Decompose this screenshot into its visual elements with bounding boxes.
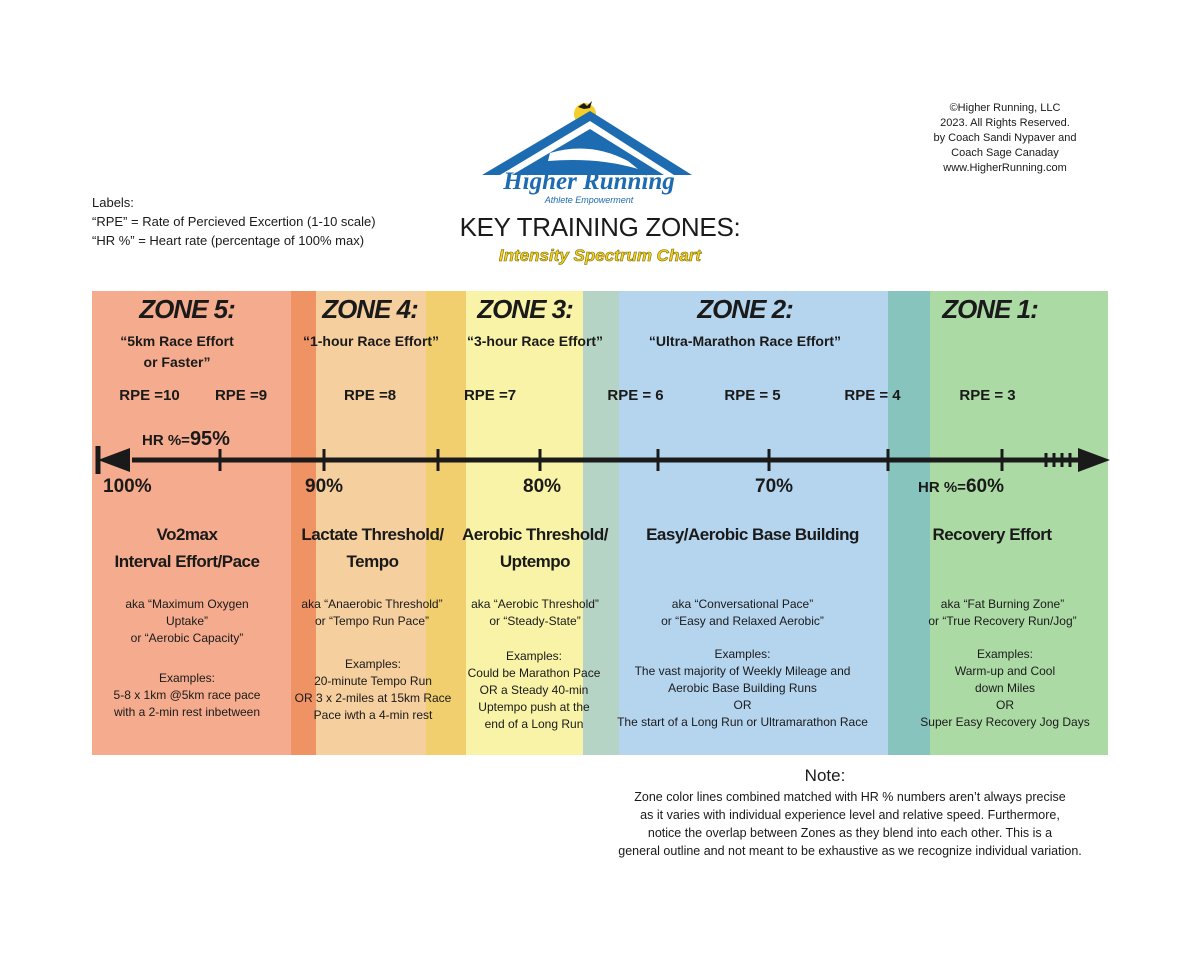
zone3-examples-line: Examples: xyxy=(505,649,563,663)
zone4-title: ZONE 4: xyxy=(322,294,418,324)
zone5-effort xyxy=(92,331,262,373)
labels-legend xyxy=(92,193,376,250)
rpe-4-label: RPE = 4 xyxy=(844,387,901,404)
labels-heading: Labels: xyxy=(92,195,134,210)
rpe-6-label: RPE = 6 xyxy=(607,387,664,404)
note-body xyxy=(590,788,1110,860)
zone5-heading-line: Vo2max xyxy=(156,525,218,544)
zone5-examples-line: 5-8 x 1km @5km race pace xyxy=(113,688,261,702)
copyright-line: 2023. All Rights Reserved. xyxy=(940,117,1070,129)
page-title: KEY TRAINING ZONES: xyxy=(459,212,741,242)
zone2-examples-line: OR xyxy=(733,698,752,712)
zone2-effort: “Ultra-Marathon Race Effort” xyxy=(648,333,842,349)
zone4-aka-line: aka “Anaerobic Threshold” xyxy=(301,597,443,611)
zone3-heading-line: Aerobic Threshold/ xyxy=(462,525,608,544)
zone2-heading: Easy/Aerobic Base Building xyxy=(646,525,859,544)
copyright-line: ©Higher Running, LLC xyxy=(949,102,1061,114)
zone2-title: ZONE 2: xyxy=(697,294,793,324)
note-title: Note: xyxy=(804,766,846,785)
rpe-3-label: RPE = 3 xyxy=(959,387,1016,404)
rpe-5-label: RPE = 5 xyxy=(724,387,781,404)
hr-definition: “HR %” = Heart rate (percentage of 100% max) xyxy=(92,233,365,248)
zone1-title: ZONE 1: xyxy=(942,294,1038,324)
rpe-9-label: RPE =9 xyxy=(214,387,268,404)
page-subtitle: Intensity Spectrum Chart xyxy=(498,246,702,265)
hr-value: 95% xyxy=(189,428,230,450)
zone3-heading xyxy=(455,521,615,575)
zone3-title: ZONE 3: xyxy=(477,294,573,324)
zone5-aka-line: aka “Maximum Oxygen xyxy=(125,597,249,611)
intensity-axis xyxy=(92,440,1117,480)
zone5-examples xyxy=(92,670,282,721)
zone5-examples-line: Examples: xyxy=(158,671,216,685)
zone4-examples-line: Examples: xyxy=(344,657,402,671)
zone4-heading-line: Lactate Threshold/ xyxy=(301,525,444,544)
zone1-examples-line: Super Easy Recovery Jog Days xyxy=(920,715,1090,729)
website-link[interactable]: www.HigherRunning.com xyxy=(943,162,1067,174)
zone5-heading-line: Interval Effort/Pace xyxy=(114,552,260,571)
zone1-examples-line: Examples: xyxy=(976,647,1034,661)
note-line: as it varies with individual experience level and relative speed. Furthermore, xyxy=(640,808,1060,822)
zone5-examples-line: with a 2-min rest inbetween xyxy=(113,705,261,719)
zone4-effort: “1-hour Race Effort” xyxy=(302,333,440,349)
left-arrowhead-icon xyxy=(98,448,130,472)
zone3-examples xyxy=(458,648,610,733)
zone3-examples-line: OR a Steady 40-min xyxy=(479,683,589,697)
rpe-8-label: RPE =8 xyxy=(343,387,397,404)
zone3-examples-line: Uptempo push at the xyxy=(478,700,590,714)
note-line: general outline and not meant to be exhaustive as we recognize individual variation. xyxy=(618,844,1082,858)
note-line: notice the overlap between Zones as they blend into each other. This is a xyxy=(647,826,1053,840)
right-arrowhead-icon xyxy=(1078,448,1110,472)
copyright-block xyxy=(900,101,1110,176)
zone5-effort-line: or Faster” xyxy=(143,354,211,370)
zone3-heading-line: Uptempo xyxy=(499,552,571,571)
zone1-examples xyxy=(905,646,1105,731)
zone3-aka-line: aka “Aerobic Threshold” xyxy=(471,597,599,611)
zone1-heading: Recovery Effort xyxy=(932,525,1052,544)
zone4-heading xyxy=(290,521,455,575)
zone2-examples-line: Aerobic Base Building Runs xyxy=(668,681,817,695)
zone5-heading xyxy=(92,521,282,575)
rpe-10-label: RPE =10 xyxy=(119,387,180,404)
zone5-effort-line: “5km Race Effort xyxy=(120,333,234,349)
hr-label: HR %= xyxy=(918,479,966,496)
copyright-line: by Coach Sandi Nypaver and xyxy=(933,132,1077,144)
zone4-examples xyxy=(292,656,454,724)
zone3-aka xyxy=(455,596,615,630)
zone5-aka xyxy=(92,596,282,647)
zone2-aka xyxy=(620,596,865,630)
zone2-aka-line: aka “Conversational Pace” xyxy=(671,597,814,611)
hr-60-label xyxy=(918,476,1004,498)
note-line: Zone color lines combined matched with HR % numbers aren’t always precise xyxy=(634,790,1066,804)
zone1-examples-line: Warm-up and Cool xyxy=(954,664,1056,678)
pct-100-label: 100% xyxy=(103,476,152,497)
rpe-definition: “RPE” = Rate of Percieved Excertion (1-10 scale) xyxy=(92,214,376,229)
hr-value: 60% xyxy=(965,476,1004,497)
pct-90-label: 90% xyxy=(305,476,344,497)
zone2-aka-line: or “Easy and Relaxed Aerobic” xyxy=(661,614,824,628)
logo-wordmark: Higher Running xyxy=(503,168,675,195)
zone1-examples-line: down Miles xyxy=(974,681,1036,695)
zone5-aka-line: Uptake” xyxy=(165,614,209,628)
zone3-examples-line: Could be Marathon Pace xyxy=(467,666,601,680)
zone4-aka-line: or “Tempo Run Pace” xyxy=(314,614,430,628)
zone4-aka xyxy=(292,596,452,630)
logo-tagline: Athlete Empowerment xyxy=(544,195,634,205)
zone2-examples xyxy=(600,646,885,731)
zone3-aka-line: or “Steady-State” xyxy=(489,614,581,628)
zone1-examples-line: OR xyxy=(996,698,1014,712)
zone1-aka-line: aka “Fat Burning Zone” xyxy=(940,597,1065,611)
logo xyxy=(478,95,698,210)
zone2-examples-line: Examples: xyxy=(714,647,771,661)
copyright-line: Coach Sage Canaday xyxy=(951,147,1059,159)
rpe-7-label: RPE =7 xyxy=(463,387,517,404)
zone4-examples-line: 20-minute Tempo Run xyxy=(314,674,432,688)
pct-70-label: 70% xyxy=(755,476,794,497)
zone4-examples-line: Pace iwth a 4-min rest xyxy=(313,708,433,722)
hr-label: HR %= xyxy=(142,432,190,449)
zone4-examples-line: OR 3 x 2-miles at 15km Race xyxy=(294,691,452,705)
zone2-examples-line: The start of a Long Run or Ultramarathon Race xyxy=(617,715,868,729)
pct-80-label: 80% xyxy=(523,476,562,497)
zone1-aka-line: or “True Recovery Run/Jog” xyxy=(928,614,1077,628)
zone2-examples-line: The vast majority of Weekly Mileage and xyxy=(634,664,851,678)
zone1-aka xyxy=(905,596,1100,630)
zone3-examples-line: end of a Long Run xyxy=(484,717,584,731)
zone5-aka-line: or “Aerobic Capacity” xyxy=(130,631,244,645)
zone4-heading-line: Tempo xyxy=(346,552,399,571)
zone3-effort: “3-hour Race Effort” xyxy=(466,333,604,349)
zone5-title: ZONE 5: xyxy=(139,294,235,324)
